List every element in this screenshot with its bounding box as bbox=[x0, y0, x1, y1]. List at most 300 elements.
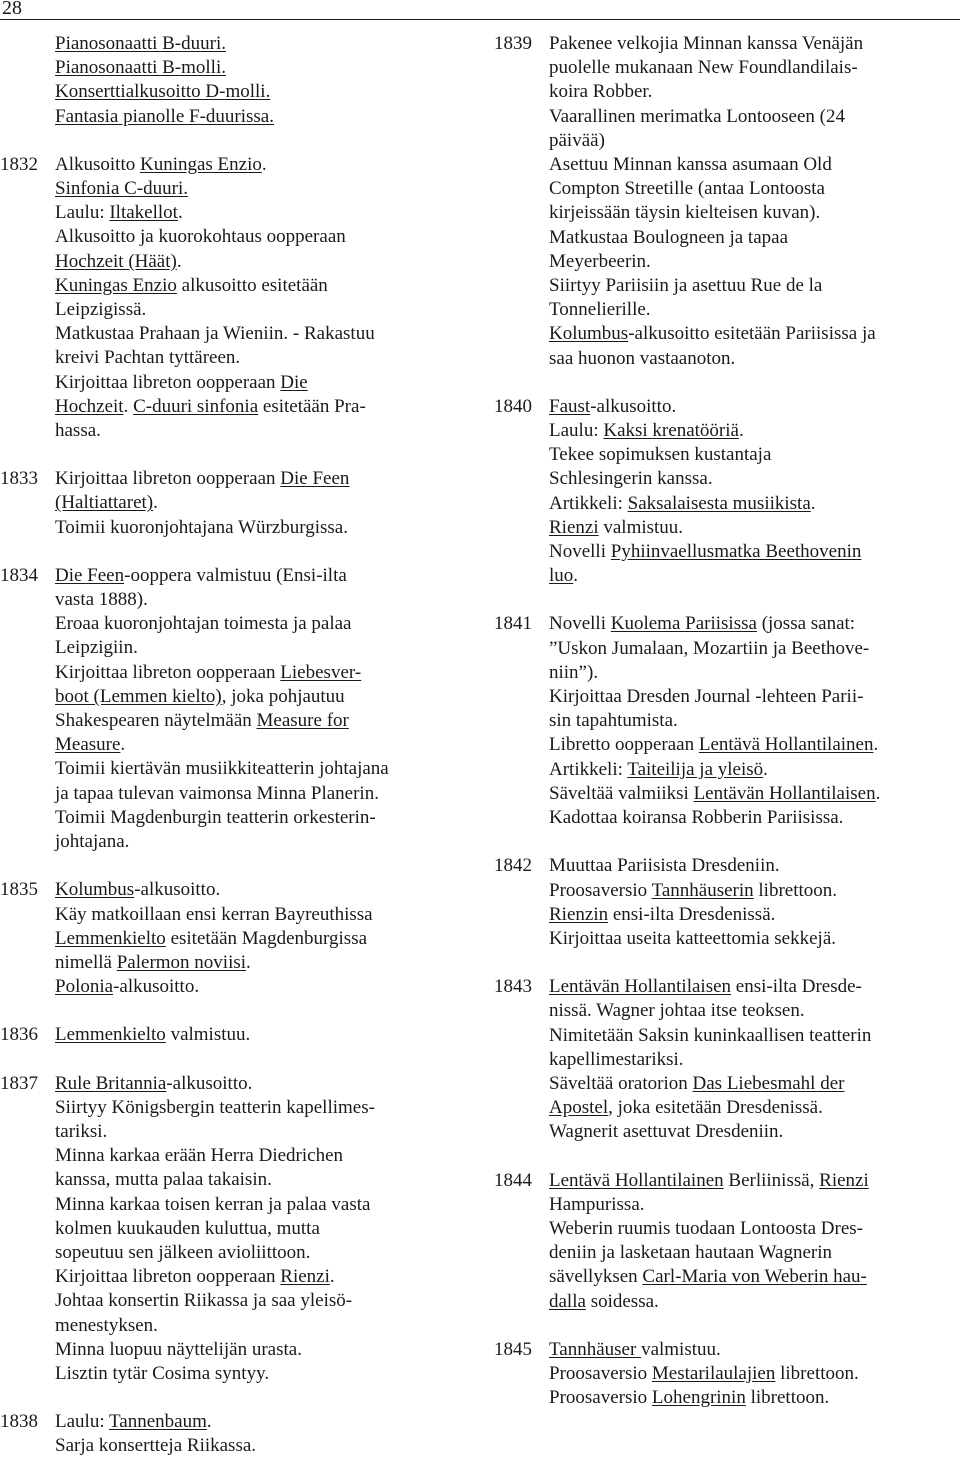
text-segment: -alkusoitto. bbox=[590, 395, 677, 417]
text-line bbox=[55, 419, 470, 443]
work-title: dalla bbox=[549, 1290, 586, 1312]
text-line bbox=[55, 516, 470, 540]
text-line bbox=[549, 153, 956, 177]
entry-year: 1835 bbox=[0, 879, 38, 901]
text-segment: -ooppera valmistuu (Ensi-ilta bbox=[124, 564, 347, 586]
entry-text bbox=[549, 1338, 956, 1411]
text-line bbox=[549, 637, 956, 661]
text-line bbox=[549, 1096, 956, 1120]
work-title: Mestarilaulajien bbox=[651, 1362, 776, 1384]
work-title: Tannhäuser bbox=[549, 1338, 642, 1360]
text-segment: . bbox=[246, 951, 251, 973]
text-segment: Toimii kuoronjohtajana Würzburgissa. bbox=[55, 516, 348, 538]
entry-year: 1842 bbox=[494, 855, 532, 877]
entry-text bbox=[549, 1169, 956, 1314]
text-segment: -alkusoitto esitetään Pariisissa ja bbox=[628, 323, 876, 345]
text-segment: ensi-ilta Dresdenissä. bbox=[608, 903, 776, 925]
text-segment: vasta 1888). bbox=[55, 589, 148, 611]
text-segment: Artikkeli: bbox=[549, 758, 628, 780]
text-segment: ”Uskon Jumalaan, Mozartiin ja Beethove- bbox=[549, 637, 870, 659]
text-segment: Muuttaa Pariisista Dresdeniin. bbox=[549, 855, 780, 877]
text-segment: Leipzigiin. bbox=[55, 637, 138, 659]
timeline-entry bbox=[0, 1410, 470, 1458]
text-segment: librettoon. bbox=[753, 879, 838, 901]
entry-text bbox=[55, 1072, 470, 1387]
text-segment: johtajana. bbox=[55, 831, 130, 853]
entry-year: 1841 bbox=[494, 613, 532, 635]
work-title: Lemmenkielto bbox=[55, 927, 166, 949]
work-title: luo bbox=[549, 565, 574, 587]
text-segment: sävellyksen bbox=[549, 1266, 643, 1288]
timeline-entry bbox=[0, 32, 470, 129]
work-title: Hochzeit bbox=[55, 395, 124, 417]
text-segment: Libretto oopperaan bbox=[549, 734, 699, 756]
work-title: Palermon noviisi bbox=[116, 951, 247, 973]
text-segment: esitetään Pra- bbox=[258, 395, 366, 417]
text-line bbox=[549, 806, 956, 830]
entry-text bbox=[55, 1410, 470, 1458]
work-title: Kaksi krenatööriä bbox=[603, 420, 739, 442]
text-segment: Weberin ruumis tuodaan Lontoosta Dres- bbox=[549, 1217, 864, 1239]
text-segment: nimellä bbox=[55, 951, 117, 973]
text-segment: puolelle mukanaan New Foundlandilais- bbox=[549, 57, 858, 79]
timeline-entry bbox=[0, 467, 470, 540]
work-title: Polonia bbox=[55, 976, 114, 998]
text-line bbox=[549, 419, 956, 443]
timeline-entry bbox=[0, 1072, 470, 1387]
work-title: Lemmenkielto bbox=[55, 1024, 166, 1046]
page-number: 28 bbox=[2, 0, 22, 19]
text-segment: Lisztin tytär Cosima syntyy. bbox=[55, 1362, 270, 1384]
text-segment: Meyerbeerin. bbox=[549, 250, 651, 272]
work-title: Kuningas Enzio bbox=[139, 153, 262, 175]
text-line bbox=[549, 201, 956, 225]
text-segment: kreivi Pachtan tyttäreen. bbox=[55, 347, 241, 369]
text-segment: Vaarallinen merimatka Lontooseen (24 bbox=[549, 105, 845, 127]
text-line bbox=[55, 250, 470, 274]
text-line bbox=[55, 1217, 470, 1241]
text-line bbox=[549, 105, 956, 129]
text-segment: Artikkeli: bbox=[549, 492, 628, 514]
text-segment: Proosaversio bbox=[549, 1362, 652, 1384]
text-segment: Kirjoittaa useita katteettomia sekkejä. bbox=[549, 927, 837, 949]
text-line bbox=[55, 32, 470, 56]
text-segment: . bbox=[329, 1266, 335, 1288]
header-rule bbox=[0, 19, 960, 20]
work-title: Carl-Maria von Weberin hau- bbox=[642, 1266, 867, 1288]
text-segment: Toimii kiertävän musiikkiteatterin johtajana bbox=[55, 758, 389, 780]
text-line bbox=[55, 1289, 470, 1313]
text-line bbox=[55, 467, 470, 491]
text-segment: saa huonon vastaanoton. bbox=[549, 347, 736, 369]
text-segment: Minna luopuu näyttelijän urasta. bbox=[55, 1338, 302, 1360]
text-line bbox=[549, 516, 956, 540]
text-segment: . bbox=[261, 153, 267, 175]
text-line bbox=[549, 250, 956, 274]
text-segment: valmistuu. bbox=[165, 1024, 251, 1046]
text-line bbox=[55, 903, 470, 927]
text-line bbox=[549, 854, 956, 878]
text-line bbox=[549, 347, 956, 371]
text-segment: librettoon. bbox=[775, 1362, 859, 1384]
text-segment: niin”). bbox=[549, 661, 599, 683]
text-segment: Matkustaa Prahaan ja Wieniin. - Rakastuu bbox=[55, 323, 375, 345]
text-line bbox=[55, 564, 470, 588]
text-line bbox=[55, 1434, 470, 1458]
work-title: Kolumbus bbox=[55, 879, 135, 901]
text-line bbox=[55, 1410, 470, 1434]
text-segment: Siirtyy Königsbergin teatterin kapellimes- bbox=[55, 1096, 375, 1118]
text-segment: Pakenee velkojia Minnan kanssa Venäjän bbox=[549, 33, 864, 54]
entry-text bbox=[55, 467, 470, 540]
text-line bbox=[55, 56, 470, 80]
text-segment: Kirjoittaa libreton oopperaan bbox=[55, 468, 281, 490]
entry-text bbox=[55, 153, 470, 443]
text-segment: Schlesingerin kanssa. bbox=[549, 468, 713, 490]
text-line bbox=[55, 395, 470, 419]
text-segment: deniin ja lasketaan hautaan Wagnerin bbox=[549, 1242, 833, 1264]
work-title: Liebesver- bbox=[280, 661, 362, 683]
work-title: Das Liebesmahl der bbox=[692, 1072, 845, 1094]
work-title: Die Feen bbox=[280, 468, 350, 490]
text-line bbox=[55, 636, 470, 660]
text-segment: . bbox=[206, 1411, 212, 1433]
text-line bbox=[549, 1362, 956, 1386]
text-segment: Matkustaa Boulogneen ja tapaa bbox=[549, 226, 789, 248]
text-segment: librettoon. bbox=[745, 1387, 830, 1409]
timeline-entry bbox=[494, 1338, 956, 1411]
text-line bbox=[55, 80, 470, 104]
text-segment: Shakespearen näytelmään bbox=[55, 710, 257, 732]
text-segment: tariksi. bbox=[55, 1120, 108, 1142]
text-segment: Siirtyy Pariisiin ja asettuu Rue de la bbox=[549, 275, 823, 297]
text-segment: Berliinissä, bbox=[723, 1169, 820, 1191]
text-segment: Säveltää valmiiksi bbox=[549, 782, 694, 804]
entry-text bbox=[549, 975, 956, 1144]
text-line bbox=[549, 1169, 956, 1193]
text-line bbox=[549, 1338, 956, 1362]
text-line bbox=[55, 201, 470, 225]
text-line bbox=[55, 1168, 470, 1192]
text-segment: Minna karkaa erään Herra Diedrichen bbox=[55, 1145, 344, 1167]
timeline-entry bbox=[494, 395, 956, 589]
text-line bbox=[549, 80, 956, 104]
text-segment: Tekee sopimuksen kustantaja bbox=[549, 444, 772, 466]
text-line bbox=[549, 733, 956, 757]
text-segment: kirjeissään täysin kielteisen kuvan). bbox=[549, 202, 821, 224]
work-title: Konserttialkusoitto D-molli. bbox=[55, 81, 271, 103]
work-title: Fantasia pianolle F-duurissa. bbox=[55, 105, 274, 127]
text-segment: esitetään Magdenburgissa bbox=[165, 927, 368, 949]
text-line bbox=[55, 322, 470, 346]
text-line bbox=[549, 322, 956, 346]
text-line bbox=[55, 612, 470, 636]
text-line bbox=[549, 975, 956, 999]
text-segment: sopeutuu sen jälkeen avioliittoon. bbox=[55, 1241, 311, 1263]
text-segment: Kirjoittaa Dresden Journal -lehteen Parii- bbox=[549, 686, 864, 708]
work-title: Saksalaisesta musiikista bbox=[627, 492, 811, 514]
text-line bbox=[55, 661, 470, 685]
text-line bbox=[549, 1386, 956, 1410]
entry-text bbox=[549, 395, 956, 589]
text-segment: Eroaa kuoronjohtajan toimesta ja palaa bbox=[55, 613, 352, 635]
text-line bbox=[55, 274, 470, 298]
text-line bbox=[549, 129, 956, 153]
text-line bbox=[549, 443, 956, 467]
text-segment: . bbox=[176, 250, 182, 272]
text-line bbox=[55, 225, 470, 249]
work-title: Rule Britannia bbox=[55, 1072, 167, 1094]
text-segment: Käy matkoillaan ensi kerran Bayreuthissa bbox=[55, 903, 373, 925]
text-line bbox=[55, 298, 470, 322]
text-segment: hassa. bbox=[55, 420, 101, 442]
text-segment: kolmen kuukauden kuluttua, mutta bbox=[55, 1217, 320, 1239]
text-line bbox=[549, 685, 956, 709]
text-line bbox=[549, 1072, 956, 1096]
timeline-entry bbox=[0, 1023, 470, 1047]
entry-year: 1837 bbox=[0, 1072, 38, 1094]
text-line bbox=[55, 733, 470, 757]
work-title: Lentävä Hollantilainen bbox=[549, 1169, 724, 1191]
text-segment: . bbox=[875, 782, 881, 804]
text-line bbox=[55, 1265, 470, 1289]
left-column bbox=[0, 32, 470, 1483]
text-segment: alkusoitto esitetään bbox=[176, 274, 328, 296]
text-segment: Toimii Magdenburgin teatterin orkesterin- bbox=[55, 806, 376, 828]
text-segment: -alkusoitto. bbox=[113, 976, 200, 998]
work-title: Hochzeit (Häät) bbox=[55, 250, 177, 272]
entry-text bbox=[549, 854, 956, 951]
timeline-entry bbox=[494, 854, 956, 951]
text-segment: -alkusoitto. bbox=[134, 879, 221, 901]
work-title: Iltakellot bbox=[109, 202, 178, 224]
timeline-entry bbox=[0, 878, 470, 999]
work-title: Lentävän Hollantilaisen bbox=[693, 782, 876, 804]
timeline-entry bbox=[494, 1169, 956, 1314]
work-title: Tannenbaum bbox=[109, 1411, 207, 1433]
text-segment: , joka pohjautuu bbox=[221, 685, 345, 707]
text-line bbox=[55, 153, 470, 177]
text-segment: . bbox=[873, 734, 879, 756]
text-line bbox=[55, 975, 470, 999]
text-segment: Kirjoittaa libreton oopperaan bbox=[55, 661, 281, 683]
text-segment: Alkusoitto bbox=[55, 153, 140, 175]
entry-text bbox=[549, 612, 956, 830]
work-title: Pianosonaatti B-duuri. bbox=[55, 33, 226, 54]
text-segment: Novelli bbox=[549, 613, 611, 635]
timeline-entry bbox=[494, 975, 956, 1144]
text-segment: valmistuu. bbox=[641, 1338, 721, 1360]
timeline-entry bbox=[494, 612, 956, 830]
entry-text bbox=[55, 1023, 470, 1047]
text-segment: , joka esitetään Dresdenissä. bbox=[608, 1097, 823, 1119]
text-line bbox=[55, 951, 470, 975]
work-title: Sinfonia C-duuri. bbox=[55, 178, 188, 200]
text-line bbox=[549, 999, 956, 1023]
text-line bbox=[549, 1120, 956, 1144]
entry-year: 1836 bbox=[0, 1024, 38, 1046]
text-segment: Leipzigissä. bbox=[55, 299, 147, 321]
text-line bbox=[55, 782, 470, 806]
text-segment: -alkusoitto. bbox=[166, 1072, 253, 1094]
text-segment: . bbox=[120, 734, 126, 756]
text-segment: Säveltää oratorion bbox=[549, 1072, 693, 1094]
text-line bbox=[549, 177, 956, 201]
text-line bbox=[55, 1096, 470, 1120]
text-line bbox=[55, 1314, 470, 1338]
work-title: Rienzin bbox=[549, 903, 609, 925]
work-title: (Haltiattaret) bbox=[55, 492, 154, 514]
text-segment: . bbox=[763, 758, 768, 780]
text-segment: Proosaversio bbox=[549, 879, 652, 901]
work-title: Die Feen bbox=[55, 564, 125, 586]
entry-year: 1844 bbox=[494, 1169, 532, 1191]
text-line bbox=[549, 56, 956, 80]
text-segment: . bbox=[810, 492, 816, 514]
text-line bbox=[549, 1193, 956, 1217]
text-line bbox=[55, 685, 470, 709]
entry-year: 1839 bbox=[494, 33, 532, 54]
text-segment: sin tapahtumista. bbox=[549, 710, 678, 732]
text-segment: kanssa, mutta palaa takaisin. bbox=[55, 1169, 272, 1191]
text-line bbox=[55, 709, 470, 733]
text-line bbox=[549, 1241, 956, 1265]
text-line bbox=[549, 540, 956, 564]
work-title: Faust bbox=[549, 395, 591, 417]
text-line bbox=[55, 830, 470, 854]
text-line bbox=[549, 661, 956, 685]
text-segment: (jossa sanat: bbox=[756, 613, 856, 635]
work-title: Measure for bbox=[256, 710, 349, 732]
text-segment: Nimitetään Saksin kuninkaallisen teatterin bbox=[549, 1024, 872, 1046]
text-line bbox=[55, 806, 470, 830]
entry-year: 1832 bbox=[0, 153, 38, 175]
right-column bbox=[494, 32, 956, 1434]
work-title: Kuningas Enzio bbox=[55, 274, 177, 296]
entry-text bbox=[55, 878, 470, 999]
work-title: Rienzi bbox=[819, 1169, 869, 1191]
text-segment: kapellimestariksi. bbox=[549, 1048, 684, 1070]
text-line bbox=[55, 371, 470, 395]
text-segment: soidessa. bbox=[585, 1290, 659, 1312]
work-title: C-duuri sinfonia bbox=[133, 395, 259, 417]
work-title: Kuolema Pariisissa bbox=[610, 613, 757, 635]
text-line bbox=[55, 757, 470, 781]
work-title: Lentävän Hollantilaisen bbox=[549, 976, 732, 998]
entry-text bbox=[549, 32, 956, 371]
text-line bbox=[549, 879, 956, 903]
text-line bbox=[549, 782, 956, 806]
work-title: Apostel bbox=[549, 1097, 609, 1119]
text-line bbox=[55, 927, 470, 951]
work-title: Tannhäuserin bbox=[651, 879, 754, 901]
entry-year: 1833 bbox=[0, 468, 38, 490]
text-segment: . bbox=[123, 395, 134, 417]
text-line bbox=[549, 492, 956, 516]
text-line bbox=[549, 226, 956, 250]
text-segment: . bbox=[573, 565, 579, 587]
text-line bbox=[549, 274, 956, 298]
text-segment: Laulu: bbox=[55, 1411, 110, 1433]
text-segment: menestyksen. bbox=[55, 1314, 158, 1336]
text-line bbox=[55, 177, 470, 201]
work-title: Rienzi bbox=[280, 1266, 330, 1288]
text-segment: . bbox=[177, 202, 183, 224]
text-line bbox=[55, 1023, 470, 1047]
entry-year bbox=[0, 32, 55, 129]
work-title: Rienzi bbox=[549, 516, 599, 538]
text-segment: Asettuu Minnan kanssa asumaan Old bbox=[549, 154, 832, 176]
text-segment: Compton Streetille (antaa Lontoosta bbox=[549, 178, 825, 200]
text-line bbox=[55, 1241, 470, 1265]
text-segment: Sarja konsertteja Riikassa. bbox=[55, 1435, 257, 1457]
text-line bbox=[549, 1217, 956, 1241]
text-line bbox=[549, 1024, 956, 1048]
timeline-entry bbox=[0, 153, 470, 443]
work-title: Pianosonaatti B-molli. bbox=[55, 57, 226, 79]
text-line bbox=[549, 395, 956, 419]
text-segment: . bbox=[738, 420, 744, 442]
text-line bbox=[55, 1120, 470, 1144]
text-line bbox=[55, 878, 470, 902]
text-line bbox=[549, 467, 956, 491]
text-line bbox=[549, 927, 956, 951]
entry-year: 1840 bbox=[494, 395, 532, 417]
text-line bbox=[549, 1290, 956, 1314]
text-line bbox=[55, 1144, 470, 1168]
work-title: Kolumbus bbox=[549, 323, 629, 345]
text-segment: Kirjoittaa libreton oopperaan bbox=[55, 371, 281, 393]
text-segment: Johtaa konsertin Riikassa ja saa yleisö- bbox=[55, 1290, 353, 1312]
text-line bbox=[55, 1072, 470, 1096]
text-segment: Hampurissa. bbox=[549, 1193, 645, 1215]
text-line bbox=[549, 758, 956, 782]
text-line bbox=[55, 1362, 470, 1386]
text-line bbox=[549, 1048, 956, 1072]
timeline-entry bbox=[0, 564, 470, 854]
text-line bbox=[55, 346, 470, 370]
work-title: Taiteilija ja yleisö bbox=[627, 758, 764, 780]
text-segment: nissä. Wagner johtaa itse teoksen. bbox=[549, 1000, 805, 1022]
text-line bbox=[55, 588, 470, 612]
text-segment: Tonnelierille. bbox=[549, 299, 651, 321]
text-segment: päivää) bbox=[549, 129, 605, 151]
entry-text bbox=[55, 32, 470, 129]
entry-text bbox=[55, 564, 470, 854]
text-segment: koira Robber. bbox=[549, 81, 653, 103]
work-title: Pyhiinvaellusmatka Beethovenin bbox=[610, 541, 862, 563]
entry-year: 1843 bbox=[494, 976, 532, 998]
text-line bbox=[55, 1338, 470, 1362]
text-segment: ensi-ilta Dresde- bbox=[731, 976, 862, 998]
text-segment: Kadottaa koiransa Robberin Pariisissa. bbox=[549, 807, 844, 829]
text-segment: Wagnerit asettuvat Dresdeniin. bbox=[549, 1121, 784, 1143]
work-title: Die bbox=[280, 371, 308, 393]
entry-year: 1834 bbox=[0, 564, 38, 586]
text-segment: Novelli bbox=[549, 541, 611, 563]
text-segment: valmistuu. bbox=[598, 516, 684, 538]
text-segment: Proosaversio bbox=[549, 1387, 652, 1409]
text-line bbox=[55, 491, 470, 515]
work-title: Lentävä Hollantilainen bbox=[698, 734, 874, 756]
text-line bbox=[549, 1265, 956, 1289]
text-segment: Laulu: bbox=[55, 202, 110, 224]
text-segment: ja tapaa tulevan vaimonsa Minna Planerin. bbox=[55, 782, 379, 804]
text-segment: . bbox=[153, 492, 158, 514]
work-title: Lohengrinin bbox=[651, 1387, 746, 1409]
entry-year: 1845 bbox=[494, 1338, 532, 1360]
text-segment: Alkusoitto ja kuorokohtaus oopperaan bbox=[55, 226, 346, 248]
